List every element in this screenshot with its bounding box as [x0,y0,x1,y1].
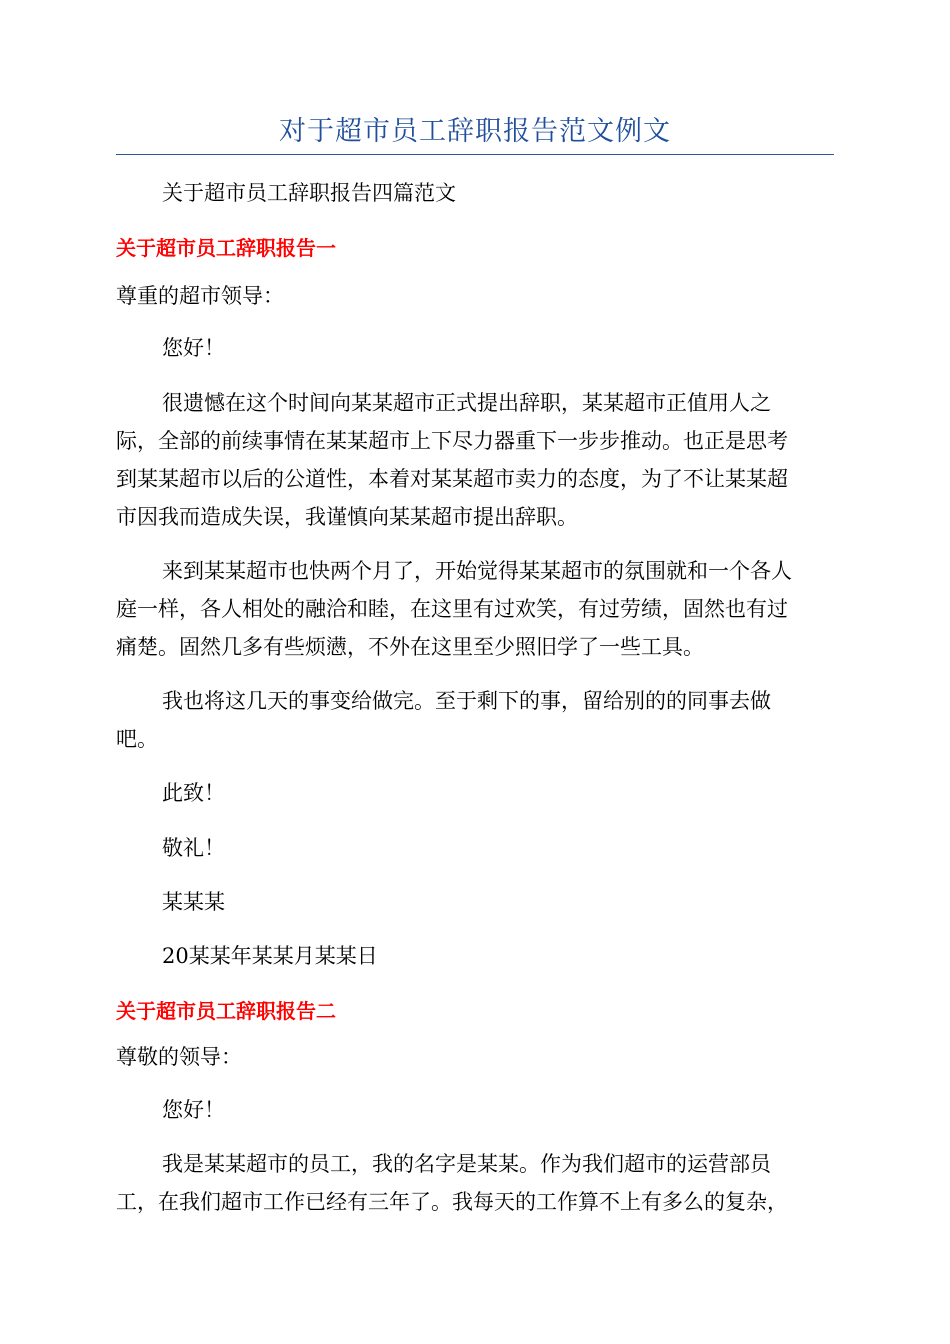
paragraph-3-line-1: 我也将这几天的事变给做完。至于剩下的事，留给别的的同事去做 [162,689,771,713]
salutation-2: 尊敬的领导： [116,1045,242,1069]
salutation-1: 尊重的超市领导： [116,284,284,308]
closing-1: 此致！ [162,781,225,805]
title-underline [116,154,834,155]
signature-1: 某某某 [162,890,225,914]
section-heading-2: 关于超市员工辞职报告二 [116,999,336,1023]
paragraph-2-line-3: 痛楚。固然几多有些烦懑，不外在这里至少照旧学了一些工具。 [116,635,704,659]
paragraph-3-line-2: 吧。 [116,727,158,751]
date-1: 20某某年某某月某某日 [162,944,378,968]
paragraph-1-line-4: 市因我而造成失误，我谨慎向某某超市提出辞职。 [116,505,578,529]
paragraph-2-line-2: 庭一样，各人相处的融洽和睦，在这里有过欢笑，有过劳绩，固然也有过 [116,597,788,621]
paragraph-1-line-2: 际，全部的前续事情在某某超市上下尽力器重下一步步推动。也正是思考 [116,429,788,453]
intro-line: 关于超市员工辞职报告四篇范文 [162,181,456,205]
document-title: 对于超市员工辞职报告范文例文 [279,116,671,147]
section-2-paragraph-1-line-1: 我是某某超市的员工，我的名字是某某。作为我们超市的运营部员 [162,1152,771,1176]
greeting-2: 您好！ [162,1098,225,1122]
paragraph-1-line-1: 很遗憾在这个时间向某某超市正式提出辞职，某某超市正值用人之 [162,391,771,415]
paragraph-1-line-3: 到某某超市以后的公道性，本着对某某超市卖力的态度，为了不让某某超 [116,467,788,491]
greeting-1: 您好！ [162,336,225,360]
closing-2: 敬礼！ [162,836,225,860]
section-heading-1: 关于超市员工辞职报告一 [116,236,336,260]
paragraph-2-line-1: 来到某某超市也快两个月了，开始觉得某某超市的氛围就和一个各人 [162,559,792,583]
section-2-paragraph-1-line-2: 工，在我们超市工作已经有三年了。我每天的工作算不上有多么的复杂， [116,1190,788,1214]
